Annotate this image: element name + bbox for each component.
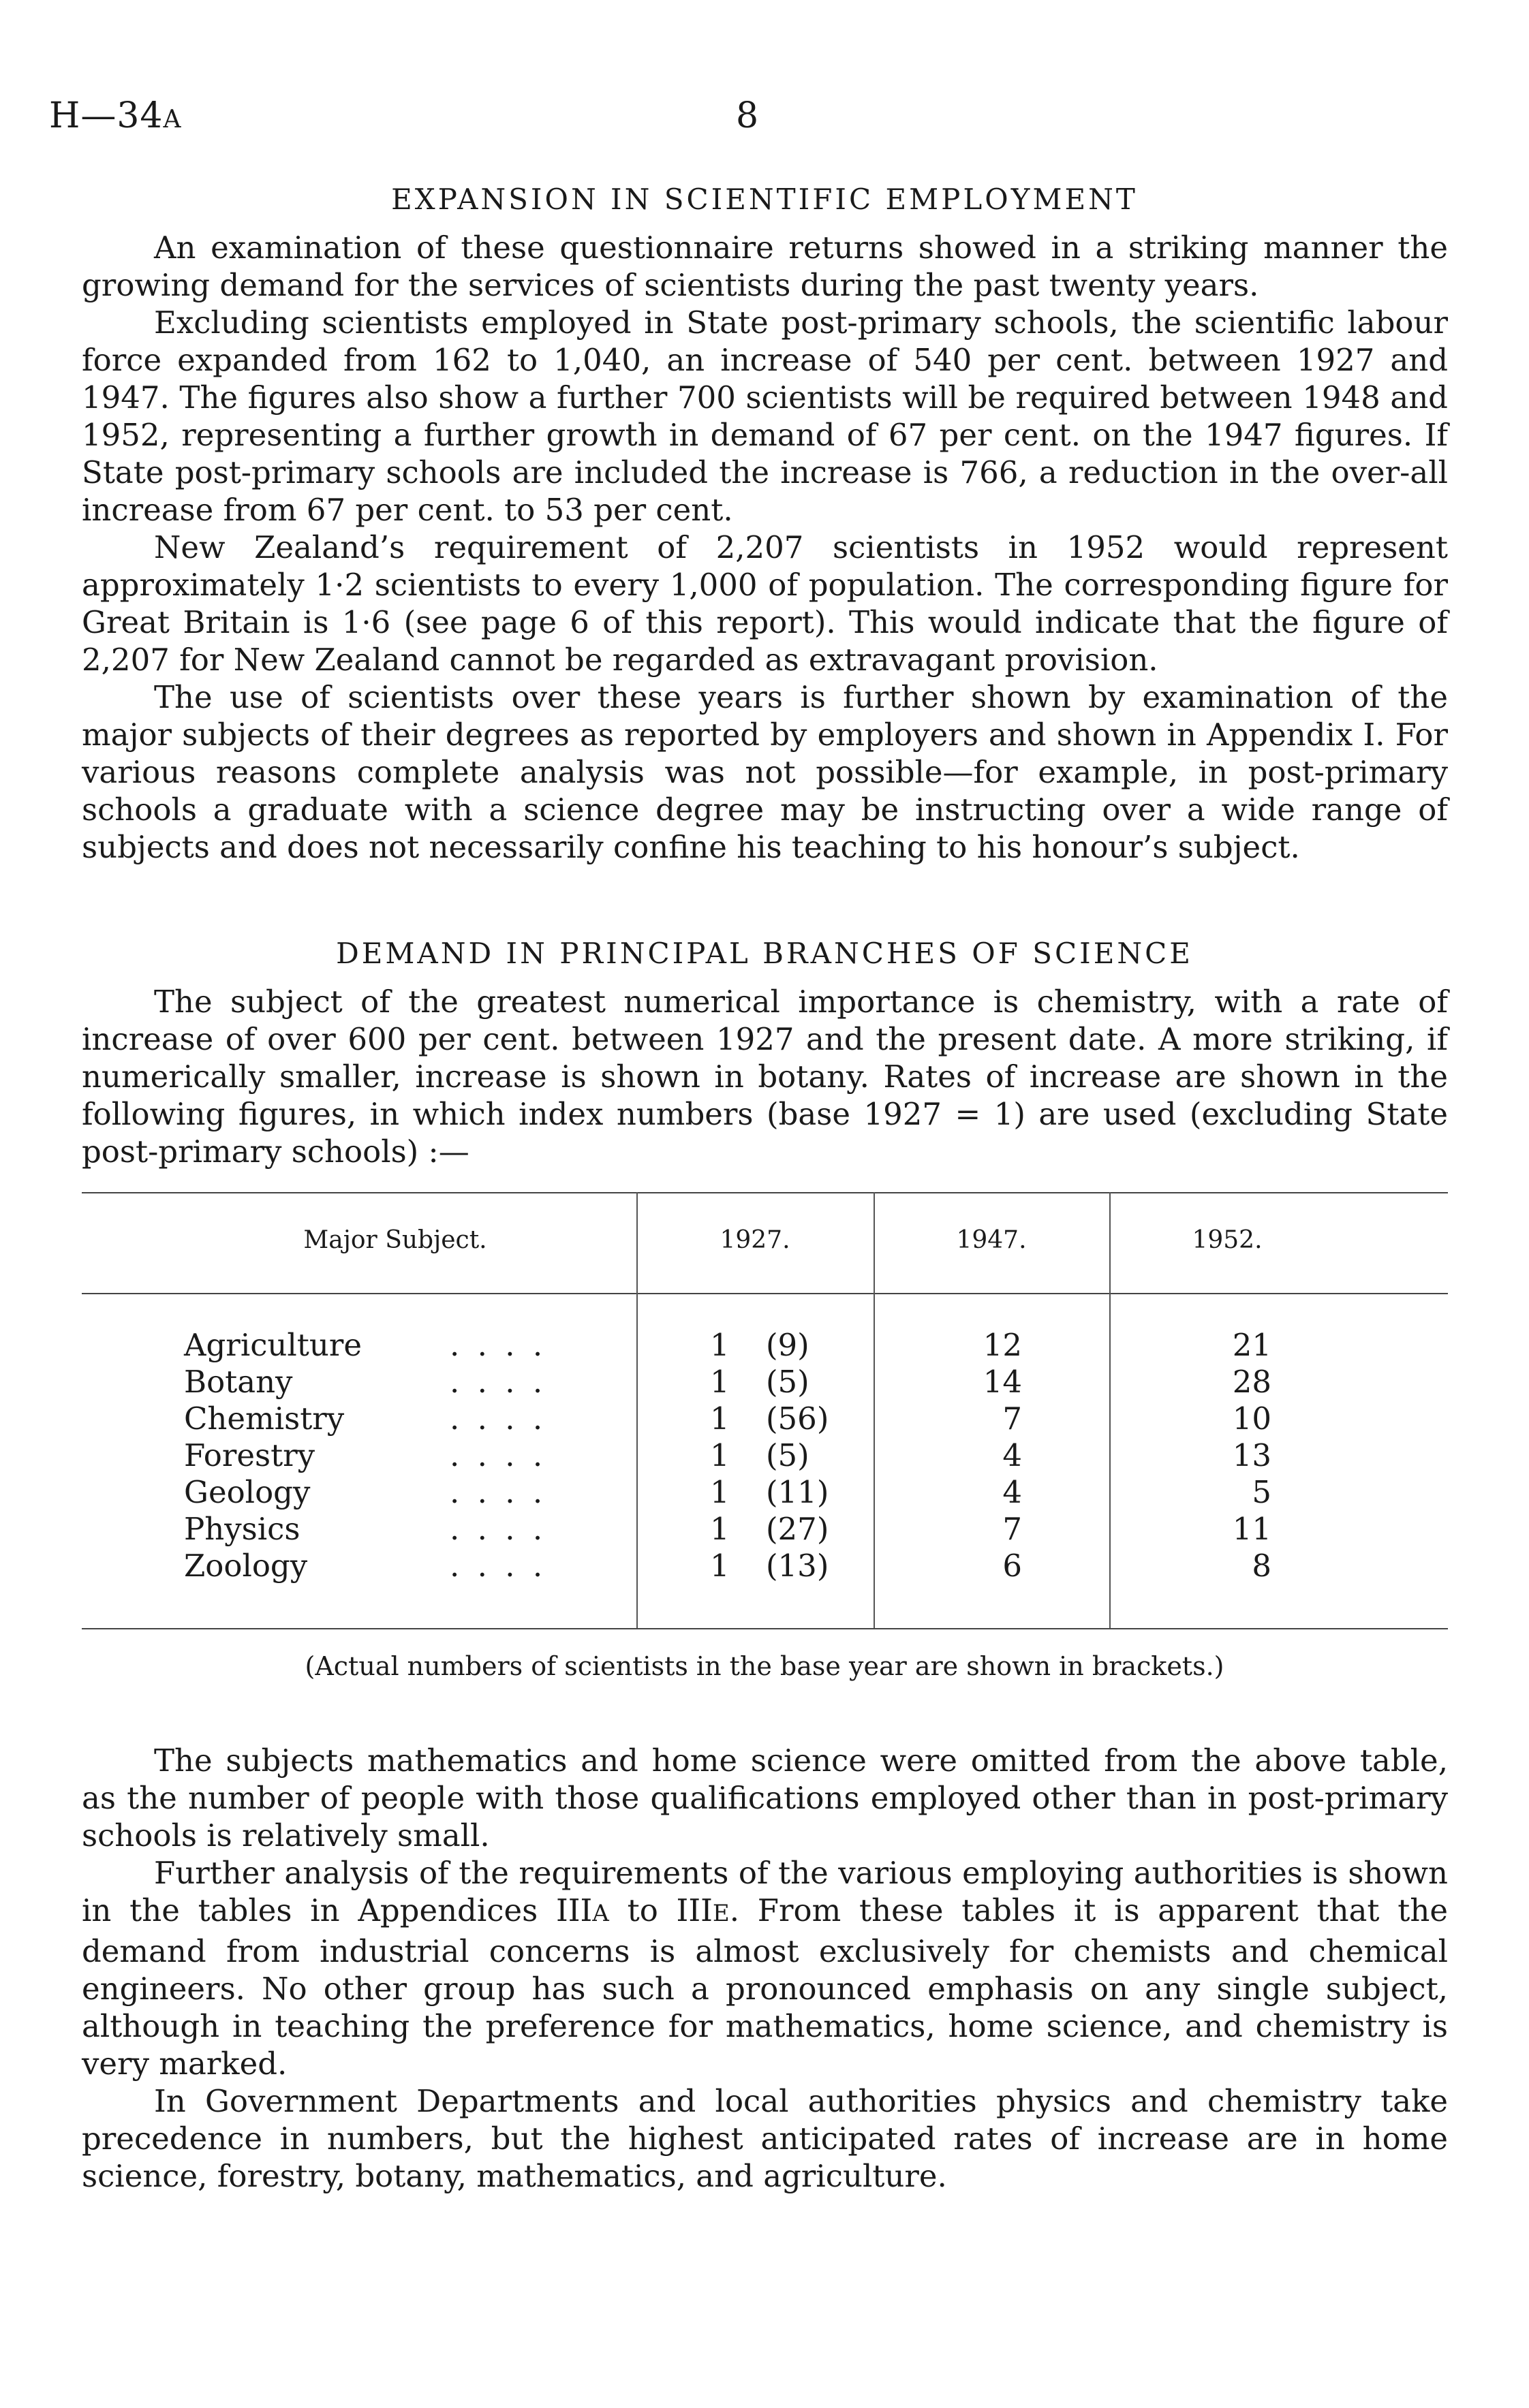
index-1947-cell: 14: [983, 1364, 1022, 1400]
table-row: [82, 1474, 1448, 1511]
subject-cell: Chemistry: [184, 1401, 345, 1437]
index-1952-cell: 13: [1232, 1437, 1271, 1473]
paragraph: Excluding scientists employed in State post-primary schools, the scientific labour force expanded from 162 to 1,040, an increase of 540 per cent. between 1927 and 1947. The figures also show a further 700 scientists will be required between 1948 and 1952, representing a further growth in demand of 67 per cent. on the 1947 figures. If State post-primary schools are included the increase is 766, a reduction in the over-all increase from 67 per cent. to 53 per cent.: [82, 304, 1448, 528]
table-row: [82, 1437, 1448, 1474]
index-1947-cell: 7: [1002, 1511, 1022, 1547]
index-1947-cell: 6: [1002, 1548, 1022, 1584]
index-1947-cell: 12: [983, 1327, 1022, 1363]
base-count-cell: (13): [766, 1548, 829, 1584]
table-row: [82, 1511, 1448, 1548]
table-top-rule: [82, 1192, 1448, 1193]
text-run: Further analysis of the requirements of the various employing authorities is shown in the tables in Appendices III: [82, 1855, 1448, 1928]
base-count-cell: (9): [766, 1327, 809, 1363]
paragraph: An examination of these questionnaire returns showed in a striking manner the growing demand for the services of scientists during the past twenty years.: [82, 230, 1448, 303]
leader-dots: . . . .: [450, 1437, 547, 1473]
leader-dots: . . . .: [450, 1327, 547, 1363]
subject-cell: Forestry: [184, 1437, 315, 1473]
paragraph: In Government Departments and local authorities physics and chemistry take precedence in numbers, but the highest anticipated rates of increase are in home science, forestry, botany, mathematics, and agriculture.: [82, 2083, 1448, 2194]
document-reference: [49, 95, 182, 136]
subject-cell: Geology: [184, 1474, 311, 1510]
table-bottom-rule: [82, 1628, 1448, 1629]
subject-cell: Botany: [184, 1364, 293, 1400]
leader-dots: . . . .: [450, 1401, 547, 1437]
paragraph: The subject of the greatest numerical importance is chemistry, with a rate of increase of over 600 per cent. between 1927 and the present date. A more striking, if numerically smaller, increase is shown in botany. Rates of increase are shown in the following figures, in which index numbers (base 1927 = 1) are used (excluding State post-primary schools) :—: [82, 984, 1448, 1170]
index-1952-cell: 21: [1232, 1327, 1271, 1363]
index-1952-cell: 5: [1252, 1474, 1271, 1510]
appendix-suffix: A: [592, 1900, 609, 1927]
subject-cell: Physics: [184, 1511, 300, 1547]
index-1952-cell: 11: [1232, 1511, 1271, 1547]
base-count-cell: (5): [766, 1364, 809, 1400]
base-count-cell: (5): [766, 1437, 809, 1473]
subject-cell: Agriculture: [184, 1327, 362, 1363]
section-heading-expansion: EXPANSION IN SCIENTIFIC EMPLOYMENT: [391, 183, 1138, 216]
table-row: [82, 1327, 1448, 1364]
column-header-subject: Major Subject.: [303, 1226, 487, 1254]
paragraph: New Zealand’s requirement of 2,207 scientists in 1952 would represent approximately 1·2 scientists to every 1,000 of population. The corresponding figure for Great Britain is 1·6 (see page 6 of this report). This would indicate that the figure of 2,207 for New Zealand cannot be regarded as extravagant provision.: [82, 529, 1448, 678]
index-1947-cell: 4: [1002, 1474, 1022, 1510]
paragraph: [82, 1854, 1448, 2082]
paragraph: The subjects mathematics and home science were omitted from the above table, as the number of people with those qualifications employed other than in post-primary schools is relatively small.: [82, 1742, 1448, 1854]
section-body-expansion: [82, 229, 1448, 866]
index-1927-cell: 1: [710, 1327, 730, 1363]
leader-dots: . . . .: [450, 1364, 547, 1400]
index-1927-cell: 1: [710, 1511, 730, 1547]
index-numbers-table: [82, 1192, 1448, 1628]
index-1927-cell: 1: [710, 1474, 730, 1510]
index-1927-cell: 1: [710, 1437, 730, 1473]
leader-dots: . . . .: [450, 1474, 547, 1510]
paragraph: The use of scientists over these years is further shown by examination of the major subjects of their degrees as reported by employers and shown in Appendix I. For various reasons complete analysis was not possible—for example, in post-primary schools a graduate with a science degree may be instructing over a wide range of subjects and does not necessarily confine his teaching to his honour’s subject.: [82, 679, 1448, 865]
index-1927-cell: 1: [710, 1364, 730, 1400]
page-number: 8: [736, 95, 759, 136]
index-1927-cell: 1: [710, 1401, 730, 1437]
index-1927-cell: 1: [710, 1548, 730, 1584]
column-header-1947: 1947.: [956, 1226, 1027, 1254]
base-count-cell: (11): [766, 1474, 829, 1510]
table-header-rule: [82, 1293, 1448, 1294]
table-row: [82, 1364, 1448, 1401]
table-caption: (Actual numbers of scientists in the base year are shown in brackets.): [305, 1651, 1224, 1681]
base-count-cell: (27): [766, 1511, 829, 1547]
section-heading-demand: DEMAND IN PRINCIPAL BRANCHES OF SCIENCE: [336, 937, 1193, 970]
leader-dots: . . . .: [450, 1548, 547, 1584]
table-row: [82, 1548, 1448, 1584]
base-count-cell: (56): [766, 1401, 829, 1437]
text-run: . From these tables it is apparent that the demand from industrial concerns is almost exclusively for chemists and chemical engineers. No other group has such a pronounced emphasis on any single subject, although in teaching the preference for mathematics, home science, and chemistry is very marked.: [82, 1892, 1448, 2082]
index-1952-cell: 8: [1252, 1548, 1271, 1584]
leader-dots: . . . .: [450, 1511, 547, 1547]
section-body-demand: [82, 983, 1448, 1170]
reference-main: H—34: [49, 95, 164, 136]
reference-suffix: A: [163, 106, 182, 134]
section-body-analysis: [82, 1742, 1448, 2195]
appendix-suffix: E: [712, 1900, 730, 1927]
index-1947-cell: 7: [1002, 1401, 1022, 1437]
index-1952-cell: 10: [1232, 1401, 1271, 1437]
index-1952-cell: 28: [1232, 1364, 1271, 1400]
table-row: [82, 1401, 1448, 1437]
column-header-1927: 1927.: [720, 1226, 790, 1254]
index-1947-cell: 4: [1002, 1437, 1022, 1473]
text-run: to III: [608, 1892, 713, 1928]
column-header-1952: 1952.: [1192, 1226, 1263, 1254]
subject-cell: Zoology: [184, 1548, 308, 1584]
